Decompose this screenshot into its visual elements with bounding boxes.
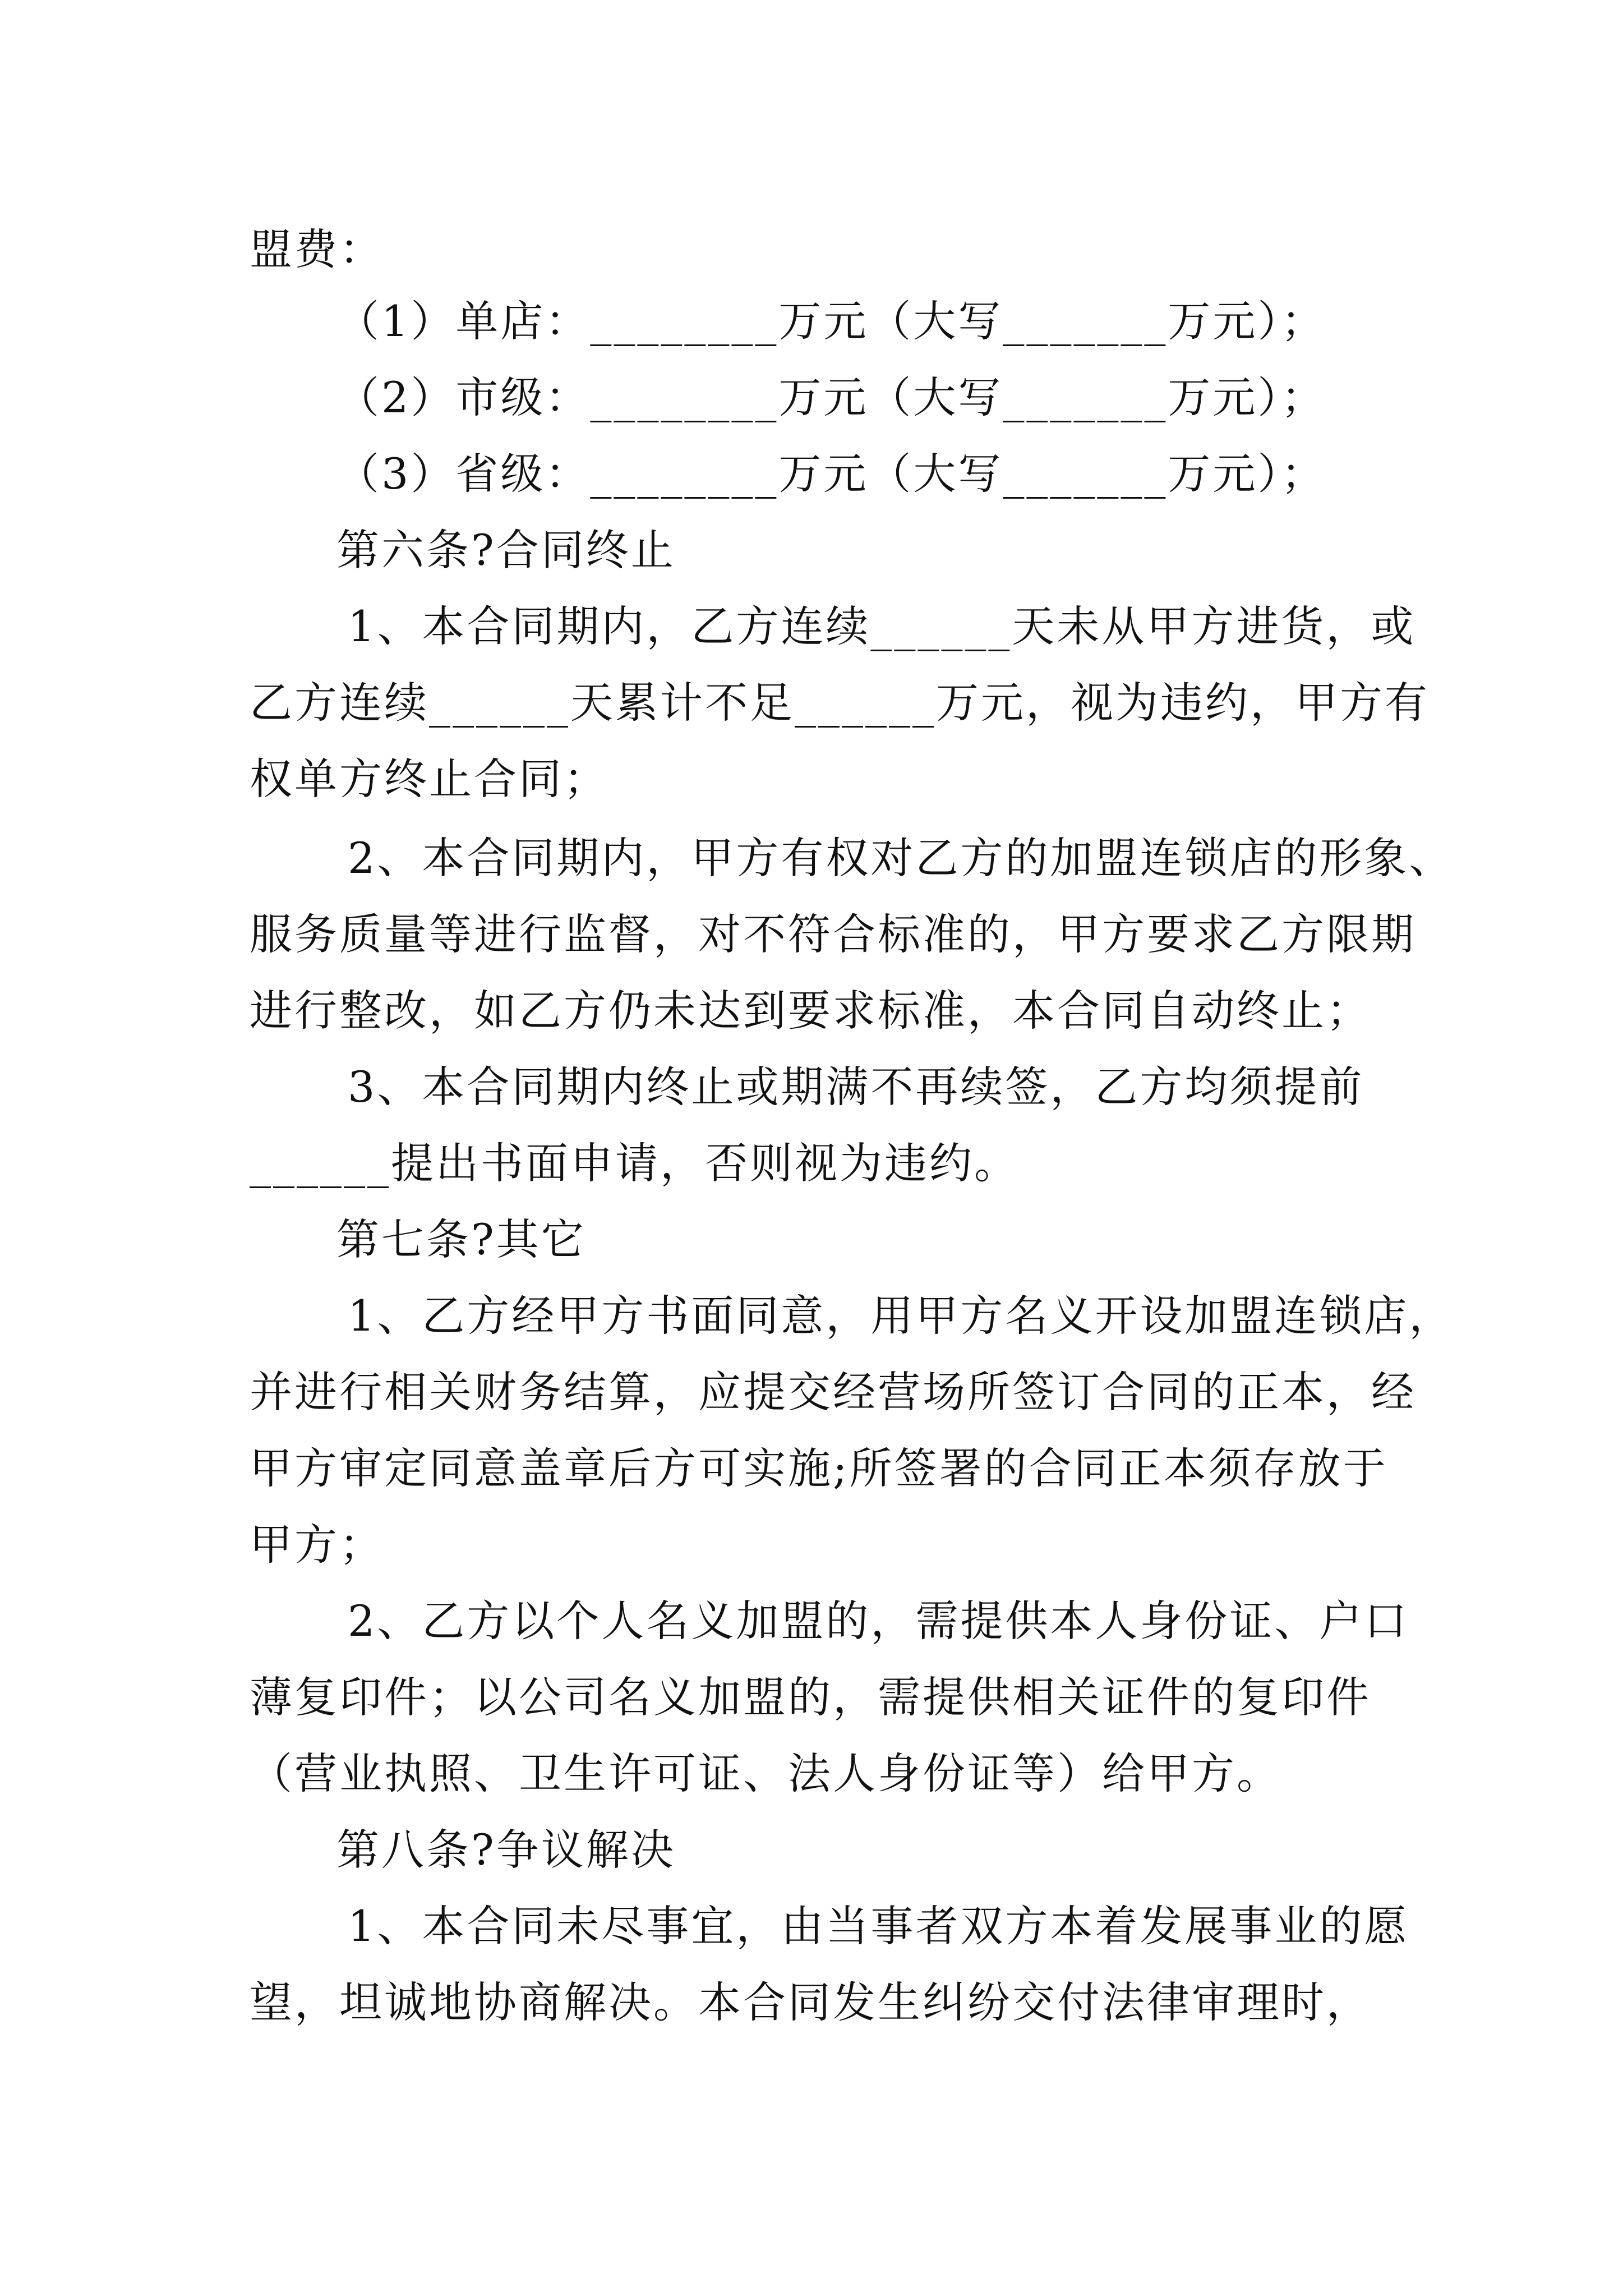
fee-item-single-store: （1）单店：________万元（大写_______万元）； — [336, 296, 1326, 346]
text-line: 1、乙方经甲方书面同意，用甲方名义开设加盟连锁店， — [348, 1291, 1454, 1341]
text-line: 权单方终止合同； — [250, 754, 608, 804]
text-line: 1、本合同未尽事宜，由当事者双方本着发展事业的愿 — [348, 1901, 1409, 1951]
text-line: 进行整改，如乙方仍未达到要求标准，本合同自动终止； — [250, 986, 1371, 1036]
text-line: 盟费： — [250, 224, 384, 274]
text-line: 2、本合同期内，甲方有权对乙方的加盟连锁店的形象、 — [348, 833, 1454, 883]
section-heading-article-6: 第六条?合同终止 — [336, 525, 676, 575]
fee-item-city-level: （2）市级：________万元（大写_______万元）； — [336, 372, 1326, 422]
text-line: ______提出书面申请，否则视为违约。 — [250, 1138, 1019, 1188]
text-line: 乙方连续______天累计不足______万元，视为违约，甲方有 — [250, 678, 1430, 728]
section-heading-article-8: 第八条?争议解决 — [336, 1825, 676, 1875]
text-line: 甲方审定同意盖章后方可实施;所签署的合同正本须存放于 — [250, 1443, 1388, 1493]
text-line: 3、本合同期内终止或期满不再续签，乙方均须提前 — [348, 1062, 1364, 1112]
fee-item-province-level: （3）省级：________万元（大写_______万元）； — [336, 449, 1326, 499]
text-line: （营业执照、卫生许可证、法人身份证等）给甲方。 — [250, 1749, 1281, 1798]
text-line: 并进行相关财务结算，应提交经营场所签订合同的正本，经 — [250, 1367, 1416, 1417]
text-line: 薄复印件；以公司名义加盟的，需提供相关证件的复印件 — [250, 1672, 1371, 1722]
text-line: 1、本合同期内，乙方连续______天未从甲方进货，或 — [348, 601, 1416, 651]
text-line: 2、乙方以个人名义加盟的，需提供本人身份证、户口 — [348, 1596, 1409, 1646]
section-heading-article-7: 第七条?其它 — [336, 1214, 586, 1264]
text-line: 望，坦诚地协商解决。本合同发生纠纷交付法律审理时， — [250, 1977, 1371, 2027]
text-line: 甲方； — [250, 1520, 384, 1570]
text-line: 服务质量等进行监督，对不符合标准的，甲方要求乙方限期 — [250, 909, 1416, 959]
